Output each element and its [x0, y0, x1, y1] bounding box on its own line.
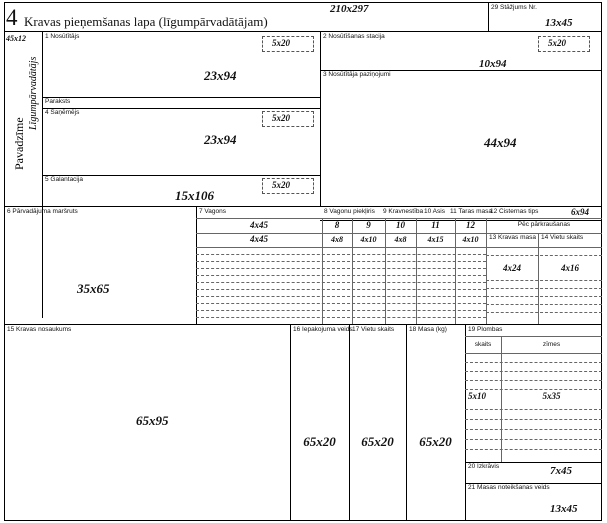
field-16-label: 16 Iepakojuma veids: [293, 326, 353, 333]
field-7-col-size-9: 4x10: [360, 235, 377, 244]
field-1-small-size: 5x20: [272, 38, 290, 48]
field-1-size: 23x94: [204, 68, 237, 83]
field-20-label: 20 Izkrāvis: [468, 463, 500, 470]
field-1-corner-size: 45x12: [6, 34, 26, 43]
field-7-dash-row-2: [196, 261, 486, 262]
field-7-dash-row-3: [196, 268, 486, 269]
field-19-dash-9: [465, 449, 602, 450]
field-29-size: 13x45: [545, 17, 573, 29]
field-13-14-rule: [486, 247, 602, 248]
field-6-label: 6 Pārvadājuma maršruts: [7, 208, 78, 215]
field-29-label: 29 Stāžjums Nr.: [491, 4, 537, 11]
field-7-header-rule: [196, 218, 602, 219]
field-19-zimes-label: zīmes: [542, 341, 561, 348]
field-13-14-sep: [538, 233, 539, 324]
field-7-col-size-12: 4x10: [462, 235, 479, 244]
field-21-label: 21 Masas noteikšanas veids: [468, 484, 550, 491]
field-1-label: 1 Nosūtītājs: [45, 33, 80, 40]
field-19-sub-rule: [465, 353, 602, 354]
field-7-size-second: 4x45: [250, 234, 268, 244]
field-19-label: 19 Plombas: [468, 326, 503, 333]
field-19-skaits-label: skaits: [474, 341, 492, 348]
field-15-label: 15 Kravas nosaukums: [7, 326, 72, 333]
field-3-label: 3 Nosūtītāja paziņojumi: [323, 71, 391, 78]
field-19-dash-2: [465, 371, 602, 372]
field-17-label: 17 Vietu skaits: [352, 326, 395, 333]
field-9-label: 9 Kravnestība: [383, 208, 424, 215]
field-7-dash-row-4: [196, 275, 486, 276]
field-15-right-divider: [290, 324, 291, 521]
field-20-size: 7x45: [550, 465, 572, 477]
field-16-size: 65x20: [303, 434, 336, 449]
field-2-small-size: 5x20: [548, 38, 566, 48]
field-7-col-size-8: 4x8: [331, 235, 343, 244]
left-column-bottom-divider: [4, 206, 320, 207]
field-19-dash-7: [465, 429, 602, 430]
paraksts-label: Paraksts: [45, 98, 71, 105]
field-17-size: 65x20: [361, 434, 394, 449]
field-19-dash-4: [465, 389, 602, 390]
field-18-label: 18 Masa (kg): [409, 326, 447, 333]
field-19-dash-8: [465, 439, 602, 440]
field-7-col-header-10: 10: [396, 220, 405, 230]
field-3-size: 44x94: [484, 135, 517, 150]
field-13-dash-5: [486, 304, 602, 305]
field-5-label: 5 Galantacija: [45, 176, 83, 183]
field-7-dash-row-8: [196, 303, 486, 304]
field-5-size: 15x106: [175, 188, 214, 203]
field-4-small-size: 5x20: [272, 113, 290, 123]
field-19-dash-6: [465, 419, 602, 420]
field-4-size: 23x94: [204, 132, 237, 147]
field-13-dash-6: [486, 312, 602, 313]
overall-size-label: 210x297: [330, 3, 369, 15]
field-14-size: 4x16: [561, 263, 579, 273]
field-8-label: 8 Vagonu piekļiris: [324, 208, 375, 215]
vertical-title: Pavadzīme: [12, 117, 26, 170]
field-19-dash-1: [465, 362, 602, 363]
field-2-size: 10x94: [479, 58, 507, 70]
field-19-dash-3: [465, 380, 602, 381]
field-13-dash-4: [486, 296, 602, 297]
form-title: Kravas pieņemšanas lapa (līgumpārvadātājam): [24, 14, 268, 29]
header-divider: [4, 31, 602, 32]
field-4-bottom-divider: [42, 175, 320, 176]
field-7-col-sep-2: [352, 218, 353, 324]
field-7-dash-row-10: [196, 317, 486, 318]
field-17-right-divider: [406, 324, 407, 521]
field-13-size: 4x24: [503, 263, 521, 273]
field-15-size: 65x95: [136, 413, 169, 428]
field-1-bottom-divider: [42, 97, 320, 98]
field-7-col-size-11: 4x15: [427, 235, 444, 244]
left-right-divider: [320, 31, 321, 206]
field-19-header-rule: [465, 336, 602, 337]
field-7-size-top: 4x45: [250, 220, 268, 230]
field-19-right-size: 5x35: [542, 391, 561, 401]
field-4-label: 4 Saņēmējs: [45, 109, 80, 116]
field-7-col-header-8: 8: [334, 220, 340, 230]
field-14-label: 14 Vietu skaits: [541, 234, 584, 241]
field-7-dash-row-9: [196, 310, 486, 311]
field-12-label: 12 Cisternas tips: [490, 208, 539, 215]
field-19-dash-5: [465, 409, 602, 410]
field-13-dash-3: [486, 288, 602, 289]
field-7-col-sep-5: [455, 218, 456, 324]
field-11-label: 11 Taras masa: [450, 208, 493, 215]
field-7-col-sep-1: [322, 218, 323, 324]
field-19-left-size: 5x10: [468, 391, 486, 401]
field-13-dash-2: [486, 280, 602, 281]
field-7-col-size-10: 4x8: [394, 235, 407, 244]
field-5-small-size: 5x20: [272, 180, 290, 190]
vertical-subtitle: Līgumpārvadātājs: [28, 56, 39, 130]
box29-left-edge: [488, 2, 489, 31]
field-16-right-divider: [349, 324, 350, 521]
field-7-dash-row-6: [196, 289, 486, 290]
paraksts-bottom-divider: [42, 108, 320, 109]
field-7-col-header-9: 9: [366, 220, 371, 230]
field-6-size: 35x65: [77, 281, 110, 296]
field-8-row-size: 6x94: [571, 207, 589, 217]
field-7-dash-row-7: [196, 296, 486, 297]
field-7-dash-row-5: [196, 282, 486, 283]
field-7-col-header-11: 11: [431, 220, 440, 230]
field-13-dash-1: [486, 255, 602, 256]
field-21-size: 13x45: [550, 503, 578, 515]
field-18-size: 65x20: [419, 434, 452, 449]
field-3-bottom-divider: [320, 206, 602, 207]
field-7-col-sep-4: [416, 218, 417, 324]
field-7-label: 7 Vagons: [199, 208, 226, 215]
pec-parkrausanas-label: Pēc pārkraušanas: [517, 221, 571, 228]
field-13-label: 13 Kravas masa: [489, 234, 536, 241]
form-number: 4: [6, 5, 18, 30]
field-7-col-sep-3: [385, 218, 386, 324]
field-7-col-header-12: 12: [466, 220, 475, 230]
field-10-label: 10 Asis: [424, 208, 445, 215]
field-6-bottom-divider: [4, 324, 602, 325]
field-7-dash-row-1: [196, 254, 486, 255]
field-2-label: 2 Nosūtīšanas stacija: [323, 33, 385, 40]
